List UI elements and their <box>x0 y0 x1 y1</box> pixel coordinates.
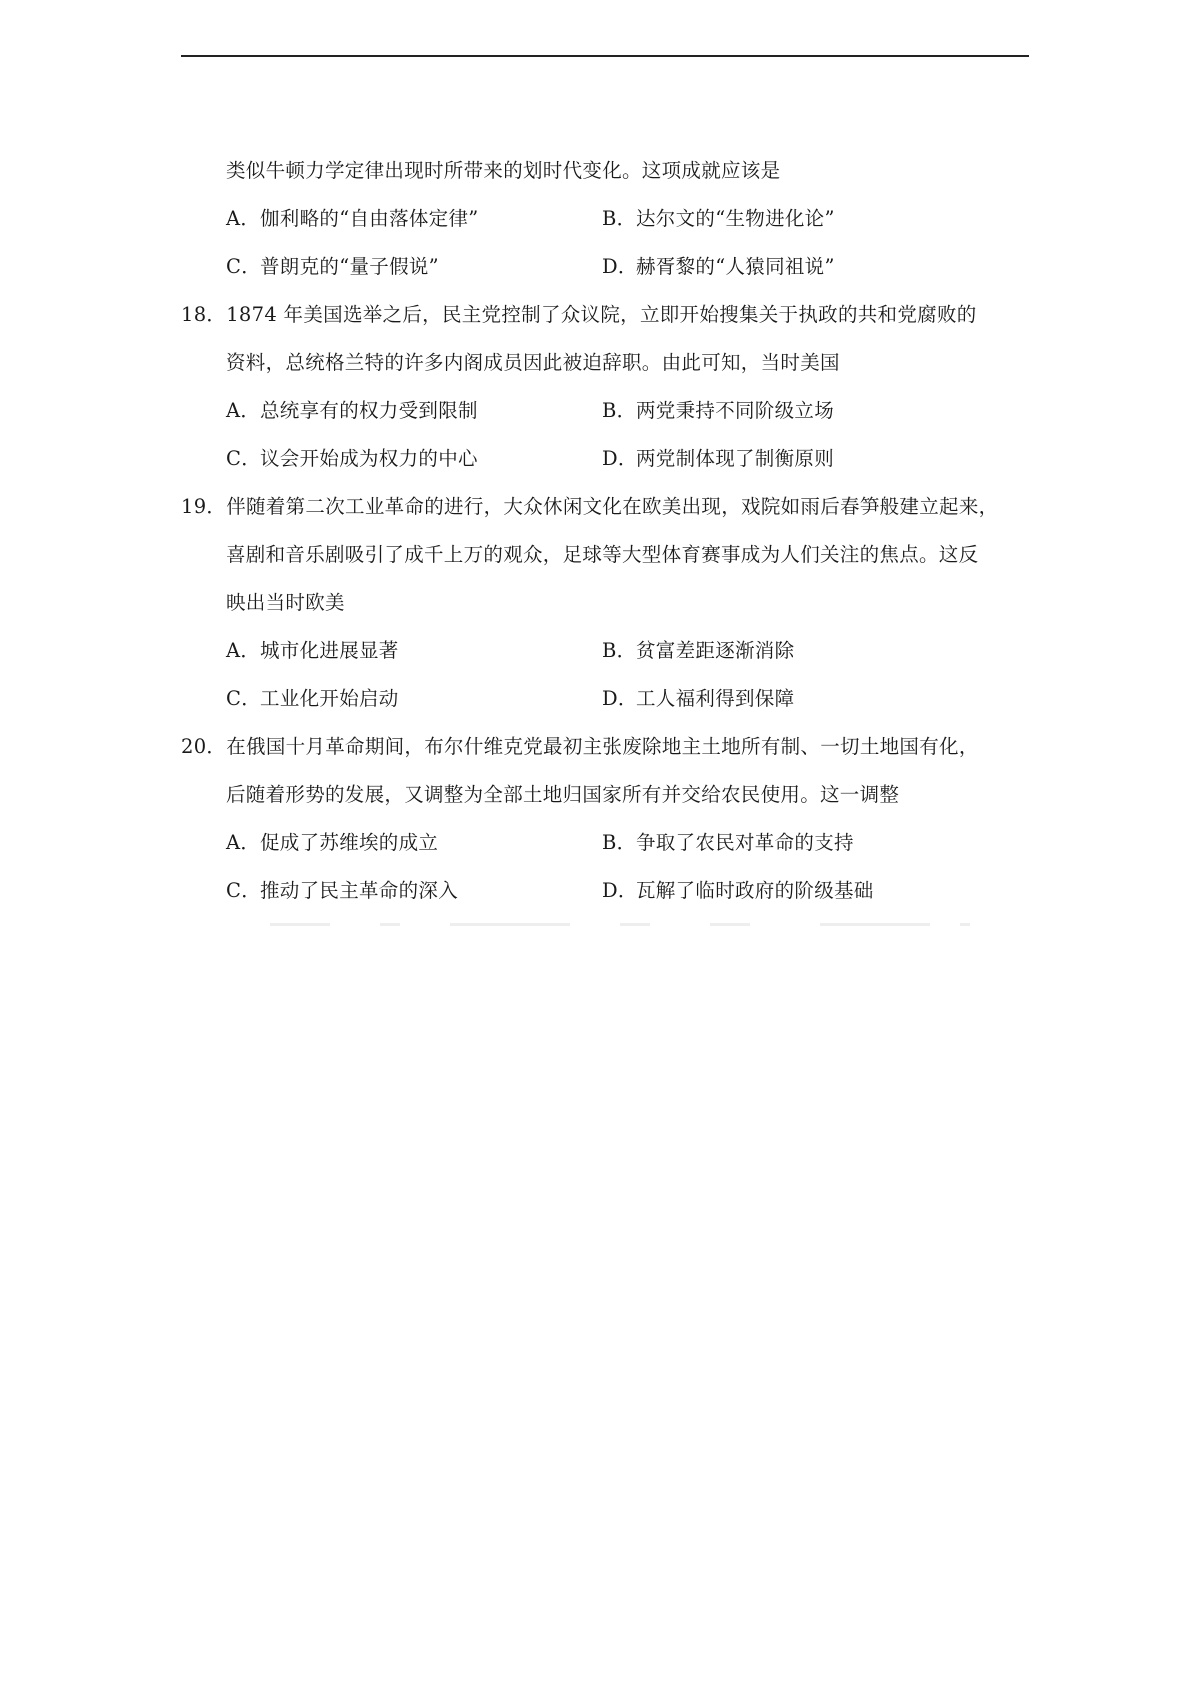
question-20-option-d[interactable] <box>602 878 874 904</box>
option-letter: D． <box>602 447 638 470</box>
option-text: 伽利略的“自由落体定律” <box>260 207 479 230</box>
option-text: 总统享有的权力受到限制 <box>260 399 478 422</box>
bleed-through-marks <box>260 920 980 930</box>
option-letter: A． <box>226 831 261 854</box>
option-letter: A． <box>226 399 261 422</box>
question-17-option-d[interactable] <box>602 254 835 280</box>
question-number: 18． <box>181 303 227 326</box>
question-text: 伴随着第二次工业革命的进行，大众休闲文化在欧美出现，戏院如雨后春笋般建立起来， <box>226 495 999 518</box>
header-rule <box>181 55 1029 57</box>
option-text: 城市化进展显著 <box>260 639 399 662</box>
question-18-option-c[interactable] <box>226 446 478 472</box>
question-19-option-d[interactable] <box>602 686 794 712</box>
question-20-option-c[interactable] <box>226 878 458 904</box>
question-number: 20． <box>181 735 227 758</box>
option-text: 贫富差距逐渐消除 <box>636 639 795 662</box>
option-letter: D． <box>602 255 638 278</box>
question-19-stem-line-1 <box>181 494 998 520</box>
question-number: 19． <box>181 495 227 518</box>
option-letter: D． <box>602 879 638 902</box>
question-20-option-b[interactable] <box>602 830 854 856</box>
option-text: 赫胥黎的“人猿同祖说” <box>636 255 835 278</box>
question-18-stem-line-1 <box>181 302 977 328</box>
question-text: 1874 年美国选举之后，民主党控制了众议院，立即开始搜集关于执政的共和党腐败的 <box>226 303 977 326</box>
option-letter: C． <box>226 255 262 278</box>
option-text: 争取了农民对革命的支持 <box>636 831 854 854</box>
option-text: 瓦解了临时政府的阶级基础 <box>636 879 874 902</box>
option-text: 促成了苏维埃的成立 <box>260 831 439 854</box>
question-20-stem-line-1 <box>181 734 979 760</box>
option-text: 两党秉持不同阶级立场 <box>636 399 835 422</box>
question-18-option-b[interactable] <box>602 398 834 424</box>
option-text: 议会开始成为权力的中心 <box>260 447 478 470</box>
option-text: 工业化开始启动 <box>260 687 399 710</box>
question-19-option-c[interactable] <box>226 686 399 712</box>
question-18-option-a[interactable] <box>226 398 478 424</box>
option-text: 达尔文的“生物进化论” <box>636 207 835 230</box>
question-text: 在俄国十月革命期间，布尔什维克党最初主张废除地主土地所有制、一切土地国有化， <box>226 735 979 758</box>
option-text: 普朗克的“量子假说” <box>260 255 439 278</box>
question-17-option-b[interactable] <box>602 206 835 232</box>
question-18-option-d[interactable] <box>602 446 834 472</box>
question-19-stem-line-2: 喜剧和音乐剧吸引了成千上万的观众，足球等大型体育赛事成为人们关注的焦点。这反 <box>226 543 979 566</box>
question-17-stem-line: 类似牛顿力学定律出现时所带来的划时代变化。这项成就应该是 <box>226 159 781 182</box>
question-19-option-a[interactable] <box>226 638 399 664</box>
option-letter: A． <box>226 207 261 230</box>
option-letter: B． <box>602 639 637 662</box>
option-letter: C． <box>226 687 262 710</box>
option-text: 工人福利得到保障 <box>636 687 795 710</box>
option-letter: C． <box>226 447 262 470</box>
question-17-option-c[interactable] <box>226 254 439 280</box>
question-18-stem-line-2: 资料，总统格兰特的许多内阁成员因此被迫辞职。由此可知，当时美国 <box>226 351 840 374</box>
option-letter: B． <box>602 831 637 854</box>
option-text: 推动了民主革命的深入 <box>260 879 459 902</box>
option-letter: A． <box>226 639 261 662</box>
option-letter: C． <box>226 879 262 902</box>
question-20-option-a[interactable] <box>226 830 438 856</box>
option-text: 两党制体现了制衡原则 <box>636 447 835 470</box>
option-letter: B． <box>602 399 637 422</box>
option-letter: B． <box>602 207 637 230</box>
question-17-option-a[interactable] <box>226 206 479 232</box>
question-19-option-b[interactable] <box>602 638 794 664</box>
question-20-stem-line-2: 后随着形势的发展，又调整为全部土地归国家所有并交给农民使用。这一调整 <box>226 783 900 806</box>
question-19-stem-line-3: 映出当时欧美 <box>226 591 345 614</box>
option-letter: D． <box>602 687 638 710</box>
